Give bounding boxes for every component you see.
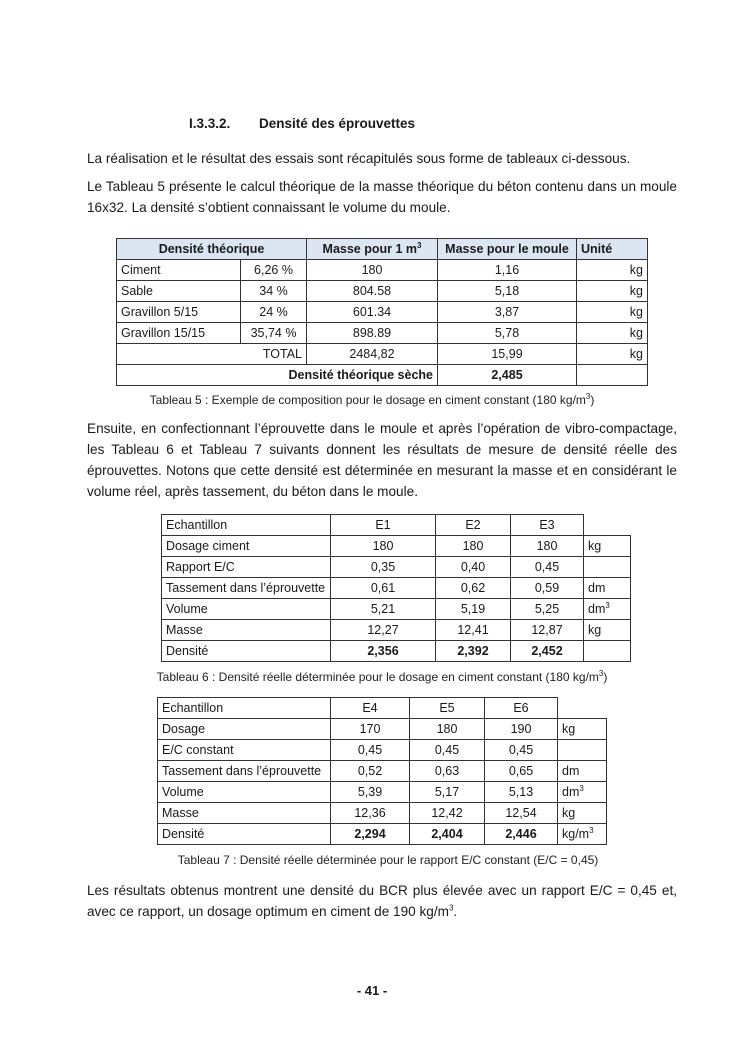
cell-value: 0,59 [511,578,584,599]
section-number: I.3.3.2. [189,116,231,131]
table-density-row [117,365,648,386]
cell-label: Tassement dans l’éprouvette [162,578,331,599]
cell-value: 0,61 [331,578,436,599]
cell-density-value: 2,485 [438,365,577,386]
cell-value: 12,87 [511,620,584,641]
table-6-caption: Tableau 6 : Densité réelle déterminée pour le dosage en ciment constant (180 $kg/m^3$) [156,669,608,684]
page-number: - 41 - [356,983,388,998]
cell-value: 12,41 [436,620,511,641]
table-7-caption: Tableau 7 : Densité réelle déterminée pour le rapport E/C constant (E/C = 0,45) [177,853,599,867]
cell-value: 2,446 [485,824,558,845]
cell-value: 0,63 [410,761,485,782]
cell-mass-1m3: 601.34 [307,302,438,323]
cell-header-e2: E2 [436,515,511,536]
cell-pct: 35,74 % [241,323,307,344]
cell-header-e4: E4 [331,698,410,719]
paragraph-tableau6-7-intro: Ensuite, en confectionnant l’éprouvette dans le moule et après l’opération de vibro-compactage, les Tableau 6 et Tableau 7 suivants donnent les résultats de mesure de densité réelle des éprouvettes. Notons que cette densité est déterminée en mesurant la masse et en considérant le volume réel, après tassement, du béton dans le moule. [87,421,677,499]
cell-unit: kg [577,323,648,344]
cell-mass-1m3: 804.58 [307,281,438,302]
cell-mass-moule: 5,78 [438,323,577,344]
cell-value: 2,452 [511,641,584,662]
cell-unit [558,740,607,761]
table-total-row [117,344,648,365]
header-masse-1m3: Masse pour 1 $m^3$ [307,239,438,260]
table-header-row [158,698,607,719]
cell-value: 5,13 [485,782,558,803]
cell-value: 0,65 [485,761,558,782]
table-6-real-density-constant-cement [161,514,631,662]
cell-value: 12,27 [331,620,436,641]
table-row [117,281,648,302]
cell-value: 5,17 [410,782,485,803]
cell-unit [584,641,631,662]
cell-label: Tassement dans l’éprouvette [158,761,331,782]
cell-mass-moule: 3,87 [438,302,577,323]
table-row [162,557,631,578]
cell-mass-moule: 1,16 [438,260,577,281]
cell-value: 12,36 [331,803,410,824]
table-7-real-density-constant-ratio [157,697,607,845]
table-row [158,761,607,782]
table-row [158,740,607,761]
cell-name: Ciment [117,260,241,281]
cell-value: 0,45 [331,740,410,761]
cell-value: 0,45 [410,740,485,761]
cell-unit: kg [577,281,648,302]
cell-value: 12,42 [410,803,485,824]
cell-value: 180 [436,536,511,557]
cell-value: 0,52 [331,761,410,782]
cell-value: 12,54 [485,803,558,824]
cell-name: Gravillon 5/15 [117,302,241,323]
table-row [162,620,631,641]
cell-value: 0,35 [331,557,436,578]
table-row [117,323,648,344]
cell-unit: dm [584,578,631,599]
cell-unit: dm [558,761,607,782]
cell-unit: $dm^3$ [584,599,631,620]
table-row [117,302,648,323]
cell-empty [584,515,631,536]
cell-pct: 24 % [241,302,307,323]
cell-unit: kg [584,536,631,557]
cell-empty [558,698,607,719]
table-5-caption: Tableau 5 : Exemple de composition pour le dosage en ciment constant (180 $kg/m^3$) [149,392,595,407]
cell-empty [577,365,648,386]
cell-value: 2,392 [436,641,511,662]
section-title: Densité des éprouvettes [259,116,416,131]
cell-header-e3: E3 [511,515,584,536]
cell-total-mass-moule: 15,99 [438,344,577,365]
cell-header-label: Echantillon [162,515,331,536]
cell-unit: kg [577,260,648,281]
cell-value: 180 [511,536,584,557]
table-row [158,824,607,845]
cell-value: 180 [410,719,485,740]
cell-unit: kg [558,719,607,740]
cell-value: 5,25 [511,599,584,620]
cell-mass-moule: 5,18 [438,281,577,302]
cell-label: Densité [158,824,331,845]
header-densite-theorique: Densité théorique [117,239,307,260]
cell-value: 170 [331,719,410,740]
table-header-row [117,239,648,260]
cell-unit: kg [584,620,631,641]
cell-total-unit: kg [577,344,648,365]
cell-total-label: TOTAL [117,344,307,365]
cell-density-label: Densité théorique sèche [117,365,438,386]
cell-label: Densité [162,641,331,662]
cell-header-e5: E5 [410,698,485,719]
table-row [158,782,607,803]
table-row [162,536,631,557]
paragraph-conclusion: Les résultats obtenus montrent une densité du BCR plus élevée avec un rapport E/C = 0,45 et, avec ce rapport, un dosage optimum en ciment de 190 $kg/m^3$. [87,883,677,919]
cell-unit: $dm^3$ [558,782,607,803]
cell-value: 0,62 [436,578,511,599]
cell-unit: kg [558,803,607,824]
table-row [158,803,607,824]
cell-unit: $kg/m^3$ [558,824,607,845]
cell-value: 2,356 [331,641,436,662]
cell-pct: 6,26 % [241,260,307,281]
paragraph-tableau5-intro: Le Tableau 5 présente le calcul théorique de la masse théorique du béton contenu dans un moule 16x32. La densité s’obtient connaissant le volume du moule. [87,179,677,215]
table-row [162,599,631,620]
paragraph-intro: La réalisation et le résultat des essais sont récapitulés sous forme de tableaux ci-dessous. [87,151,631,166]
cell-unit: kg [577,302,648,323]
cell-value: 2,294 [331,824,410,845]
cell-header-label: Echantillon [158,698,331,719]
table-5-theoretical-density [116,238,648,386]
cell-unit [584,557,631,578]
cell-value: 180 [331,536,436,557]
table-header-row [162,515,631,536]
cell-value: 0,40 [436,557,511,578]
cell-value: 0,45 [485,740,558,761]
cell-total-mass-1m3: 2484,82 [307,344,438,365]
cell-value: 5,19 [436,599,511,620]
cell-header-e1: E1 [331,515,436,536]
cell-value: 5,39 [331,782,410,803]
cell-label: Masse [158,803,331,824]
cell-mass-1m3: 898.89 [307,323,438,344]
header-masse-moule: Masse pour le moule [438,239,577,260]
cell-header-e6: E6 [485,698,558,719]
cell-label: Dosage [158,719,331,740]
header-unite: Unité [577,239,648,260]
cell-value: 190 [485,719,558,740]
cell-label: Volume [158,782,331,803]
cell-pct: 34 % [241,281,307,302]
cell-label: Rapport E/C [162,557,331,578]
cell-label: Volume [162,599,331,620]
cell-value: 5,21 [331,599,436,620]
cell-name: Sable [117,281,241,302]
table-row [158,719,607,740]
cell-value: 2,404 [410,824,485,845]
cell-mass-1m3: 180 [307,260,438,281]
cell-label: Masse [162,620,331,641]
section-heading [189,116,415,131]
cell-label: E/C constant [158,740,331,761]
cell-label: Dosage ciment [162,536,331,557]
table-row [162,578,631,599]
table-row [117,260,648,281]
cell-value: 0,45 [511,557,584,578]
cell-name: Gravillon 15/15 [117,323,241,344]
table-row [162,641,631,662]
